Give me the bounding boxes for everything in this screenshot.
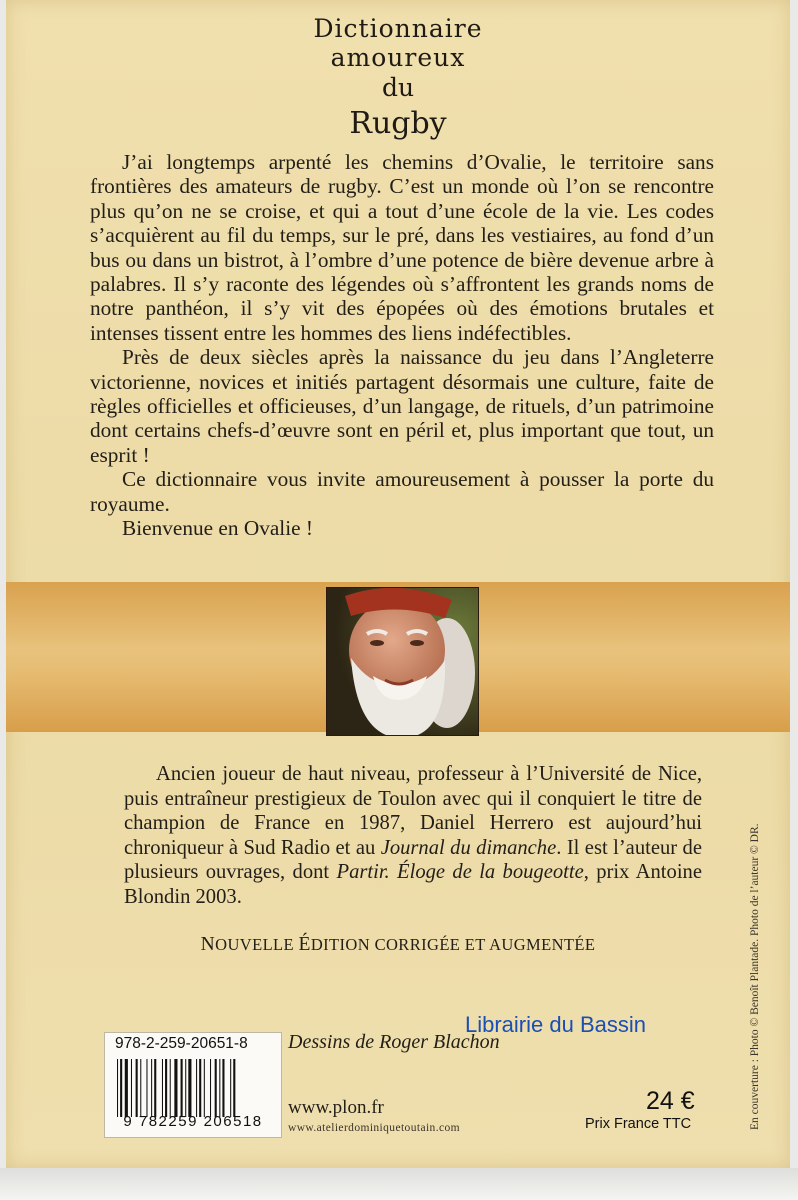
- bio-book: Partir. Éloge de la bougeotte: [336, 861, 584, 884]
- plastic-wrap-edge: [0, 1168, 798, 1200]
- edition-small-2: DITION CORRIGÉE ET AUGMENTÉE: [310, 935, 596, 954]
- intro-paragraph-4: Bienvenue en Ovalie !: [122, 516, 314, 541]
- isbn-number: 978-2-259-20651-8: [115, 1035, 248, 1052]
- barcode-label: [104, 1032, 282, 1138]
- edition-cap-e: É: [298, 934, 311, 955]
- publisher-url: www.plon.fr: [288, 1097, 384, 1118]
- price-label: Prix France TTC: [585, 1116, 692, 1132]
- designer-url: www.atelierdominiquetoutain.com: [288, 1122, 460, 1134]
- intro-paragraph-3: Ce dictionnaire vous invite amoureusement à pousser la porte du royaume.: [90, 467, 714, 516]
- bio-text-2: . Il est l’auteur de plusieurs ouvrages, dont: [124, 836, 702, 884]
- librairie-stamp: Librairie du Bassin: [465, 1012, 646, 1037]
- title-line-4: Rugby: [349, 106, 447, 141]
- intro-paragraph-1: J’ai longtemps arpenté les chemins d’Ovalie, le territoire sans frontières des amateurs de rugby. C’est un monde où l’on se rencontre plus qu’on ne se croise, et qui a tout d’une école de la vie. Les codes s’acquièrent au fil du temps, sur le pré, dans les vestiaires, au fond d’un bus ou dans un bistrot, à l’ombre d’une potence de bière devenue arbre à palabres. Il s’y raconte des légendes où s’affrontent les grands noms de notre panthéon, il s’y vit des épopées où des émotions brutales et intenses tissent entre les hommes des liens indéfectibles.: [90, 150, 714, 345]
- edition-cap-n: N: [200, 934, 216, 955]
- back-cover: [6, 0, 790, 1168]
- title-line-2: amoureux: [330, 43, 466, 72]
- intro-text: [90, 150, 714, 541]
- bio-journal: Journal du dimanche: [380, 836, 557, 859]
- edition-small-1: OUVELLE: [215, 935, 299, 954]
- bio-text-1: Ancien joueur de haut niveau, professeur à l’Université de Nice, puis entraîneur prestigieux de Toulon avec qui il conquiert le titre de champion de France en 1987, Daniel Herrero est aujourd’hui chroniqueur à Sud Radio et au: [124, 763, 702, 859]
- author-bio: [124, 762, 702, 910]
- cover-photo-credit: En couverture : Photo © Benoît Plantade. Photo de l’auteur © DR.: [749, 823, 761, 1130]
- title-line-1: Dictionnaire: [313, 14, 483, 43]
- intro-paragraph-2: Près de deux siècles après la naissance du jeu dans l’Angleterre victorienne, novices et initiés partagent désormais une culture, faite de règles officielles et officieuses, d’un langage, de rituels, d’un patrimoine dont certains chefs-d’œuvre sont en péril et, plus important que tout, un esprit !: [90, 345, 714, 467]
- edition-note: [6, 934, 790, 956]
- price: 24 €: [646, 1087, 695, 1115]
- bio-text-3: , prix Antoine Blondin 2003.: [124, 861, 702, 908]
- illustrations-credit: Dessins de Roger Blachon: [288, 1031, 500, 1053]
- ean-number: 9 782259 206518: [123, 1113, 263, 1130]
- title-line-3: du: [381, 73, 415, 102]
- barcode: [117, 1059, 269, 1117]
- author-photo: [326, 587, 479, 736]
